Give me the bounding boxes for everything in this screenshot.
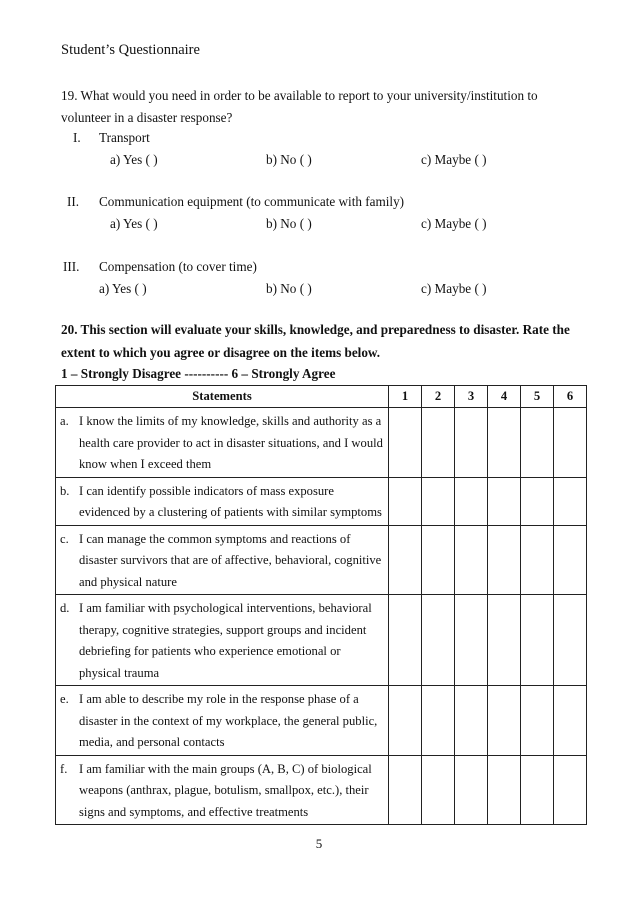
rating-col-6-header: 6 [554, 386, 587, 408]
q19-item-3-numeral: III. [63, 259, 80, 274]
q19-item-3-option-yes[interactable]: a) Yes ( ) [99, 281, 147, 296]
statement-text: I can manage the common symptoms and reactions of disaster survivors that are of affective, behavioral, cognitive and physical nature [79, 531, 382, 589]
rating-cell[interactable] [455, 525, 488, 595]
rating-cell[interactable] [455, 686, 488, 756]
q19-item-1-option-yes[interactable]: a) Yes ( ) [110, 152, 158, 167]
rating-col-2-header: 2 [422, 386, 455, 408]
statement-cell [56, 408, 389, 478]
rating-cell[interactable] [488, 595, 521, 686]
q20-line2: extent to which you agree or disagree on the items below. [61, 345, 381, 360]
statement-text: I can identify possible indicators of mass exposure evidenced by a clustering of patients with similar symptoms [79, 483, 382, 519]
q19-item-2-option-no[interactable]: b) No ( ) [266, 216, 312, 231]
rating-cell[interactable] [554, 477, 587, 525]
table-row [56, 755, 587, 825]
q19-item-1-label: Transport [99, 130, 150, 145]
rating-col-5-header: 5 [521, 386, 554, 408]
q19-line2: volunteer in a disaster response? [61, 110, 233, 125]
table-row [56, 408, 587, 478]
page-number: 5 [315, 836, 323, 851]
rating-cell[interactable] [521, 755, 554, 825]
statement-text: I am able to describe my role in the response phase of a disaster in the context of my workplace, the general public, media, and personal contacts [79, 692, 378, 749]
q19-item-2-numeral: II. [67, 194, 80, 209]
page-header: Student’s Questionnaire [61, 42, 200, 58]
rating-cell[interactable] [455, 755, 488, 825]
rating-cell[interactable] [455, 595, 488, 686]
rating-cell[interactable] [521, 595, 554, 686]
statement-letter: b. [60, 483, 70, 498]
rating-cell[interactable] [389, 477, 422, 525]
statement-text: I am familiar with psychological interventions, behavioral therapy, cognitive strategies, support groups and incident debriefing for patients who experience emotional or physical trauma [79, 601, 372, 680]
q20-line1: 20. This section will evaluate your skills, knowledge, and preparedness to disaster. Rate the [61, 322, 570, 337]
rating-cell[interactable] [488, 408, 521, 478]
rating-table [55, 385, 587, 825]
rating-cell[interactable] [488, 525, 521, 595]
q19-item-3-option-no[interactable]: b) No ( ) [266, 281, 312, 296]
q19-item-3-option-maybe[interactable]: c) Maybe ( ) [421, 281, 487, 296]
rating-cell[interactable] [488, 477, 521, 525]
statement-cell [56, 686, 389, 756]
rating-cell[interactable] [455, 477, 488, 525]
rating-cell[interactable] [521, 477, 554, 525]
rating-cell[interactable] [422, 755, 455, 825]
statement-letter: c. [60, 531, 69, 546]
table-row [56, 525, 587, 595]
statement-cell [56, 525, 389, 595]
rating-cell[interactable] [389, 686, 422, 756]
statement-cell [56, 595, 389, 686]
rating-cell[interactable] [521, 525, 554, 595]
rating-cell[interactable] [554, 408, 587, 478]
statement-letter: d. [60, 601, 70, 615]
statement-letter: f. [60, 761, 68, 776]
rating-cell[interactable] [554, 755, 587, 825]
rating-cell[interactable] [422, 408, 455, 478]
rating-cell[interactable] [422, 477, 455, 525]
table-header-row [56, 386, 587, 408]
q19-item-1-numeral: I. [73, 130, 81, 145]
rating-cell[interactable] [521, 408, 554, 478]
q19-item-2-label: Communication equipment (to communicate with family) [99, 194, 405, 209]
statement-text: I know the limits of my knowledge, skills and authority as a health care provider to act in disaster situations, and I would know when I exceed them [79, 414, 383, 471]
rating-cell[interactable] [488, 686, 521, 756]
q19-line1: 19. What would you need in order to be available to report to your university/institution to [61, 88, 538, 103]
rating-col-4-header: 4 [488, 386, 521, 408]
rating-cell[interactable] [389, 408, 422, 478]
statement-cell [56, 477, 389, 525]
statement-cell [56, 755, 389, 825]
rating-cell[interactable] [389, 595, 422, 686]
rating-cell[interactable] [389, 525, 422, 595]
q19-item-2-option-maybe[interactable]: c) Maybe ( ) [421, 216, 487, 231]
table-row [56, 686, 587, 756]
rating-col-3-header: 3 [455, 386, 488, 408]
q19-item-3-label: Compensation (to cover time) [99, 259, 257, 274]
statement-text: I am familiar with the main groups (A, B, C) of biological weapons (anthrax, plague, botulism, smallpox, etc.), their signs and symptoms, and effective treatments [79, 761, 372, 819]
rating-col-1-header: 1 [389, 386, 422, 408]
statement-letter: a. [60, 414, 69, 428]
table-row [56, 477, 587, 525]
rating-cell[interactable] [488, 755, 521, 825]
rating-cell[interactable] [422, 525, 455, 595]
rating-cell[interactable] [455, 408, 488, 478]
q20-scale: 1 – Strongly Disagree ---------- 6 – Strongly Agree [61, 366, 336, 381]
table-row [56, 595, 587, 686]
q19-item-1-option-no[interactable]: b) No ( ) [266, 152, 312, 167]
rating-cell[interactable] [389, 755, 422, 825]
rating-cell[interactable] [554, 595, 587, 686]
rating-cell[interactable] [554, 686, 587, 756]
statements-header: Statements [56, 386, 389, 408]
rating-cell[interactable] [422, 686, 455, 756]
rating-cell[interactable] [422, 595, 455, 686]
rating-cell[interactable] [554, 525, 587, 595]
q19-item-2-option-yes[interactable]: a) Yes ( ) [110, 216, 158, 231]
q19-item-1-option-maybe[interactable]: c) Maybe ( ) [421, 152, 487, 167]
statement-letter: e. [60, 692, 69, 706]
rating-cell[interactable] [521, 686, 554, 756]
